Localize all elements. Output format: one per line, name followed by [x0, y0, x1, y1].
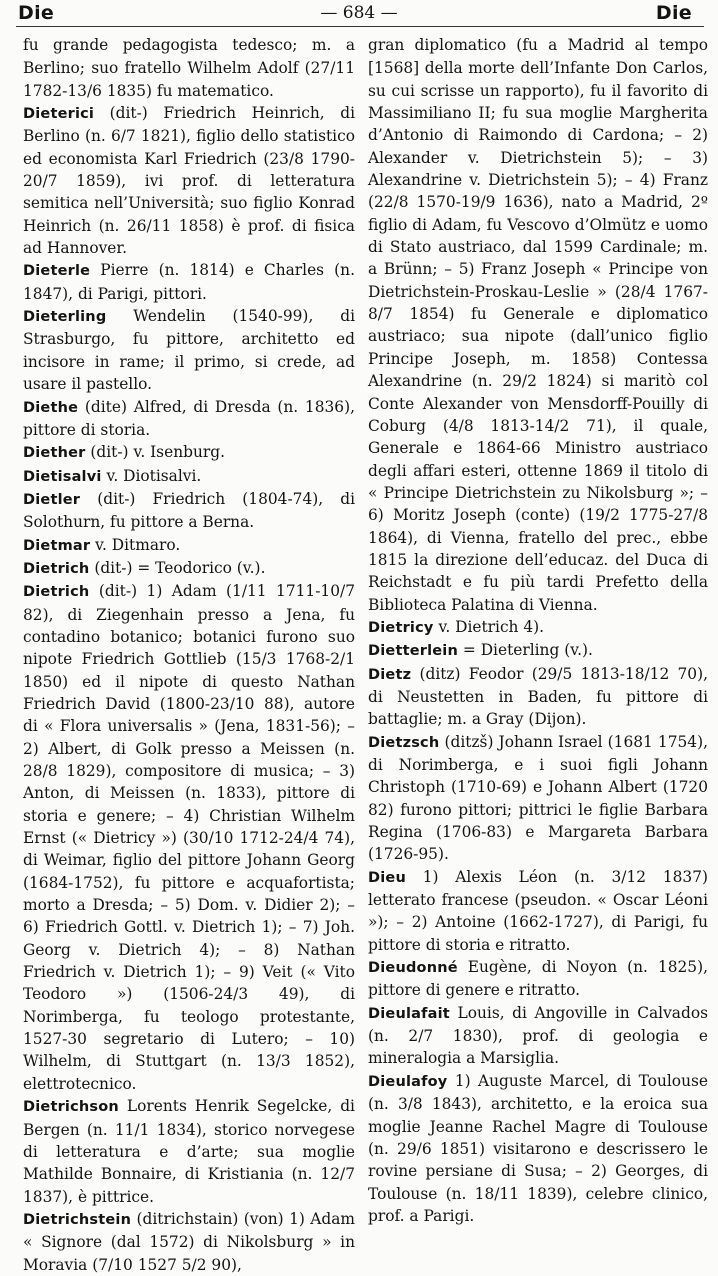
entry-headword: Dietmar — [23, 537, 91, 554]
entry-text: 1) Auguste Marcel, di Toulouse (n. 3/8 1843), architetto, e la eroica sua moglie Jeanne Rachel Magre di Toulouse (n. 29/6 1851) visitarono e descrissero le rovine persiane di Susa; – 2) Georges, di Toulouse (n. 18/11 1839), celebre clinico, prof. a Parigi. — [368, 1071, 708, 1225]
running-head-left: Die — [18, 2, 55, 24]
header-rule — [16, 26, 704, 27]
entry-headword: Dieterici — [23, 106, 95, 123]
entry-headword: Dietrich — [23, 560, 90, 577]
entry-text: (ditrichstain) (von) 1) Adam « Signore (dal 1572) di Nikolsburg » in Moravia (7/10 1527 5/2 90), — [23, 1209, 355, 1274]
entry — [368, 616, 708, 639]
entry-headword: Dietz — [368, 666, 412, 683]
entry-text: = Dieterling (v.). — [462, 641, 593, 660]
page-number: — 684 — — [320, 3, 398, 23]
entry-text: gran diplomatico (fu a Madrid al tempo [1568] della morte dell’Infante Don Carlos, su cui scrisse un rapporto), fu il favorito di Massimiliano II; fu sua moglie Margherita d’Antonio di Raimondo di Cardona; – 2) Alexander v. Dietrichstein 5); – 3) Alexandrine v. Dietrichstein 5); – 4) Franz (22/8 1570-19/9 1636), nato a Madrid, 2º figlio di Adam, fu Vescovo d’Olmütz e uomo di Stato austriaco, dal 1599 Cardinale; m. a Brünn; – 5) Franz Joseph « Principe von Dietrichstein-Proskau-Leslie » (28/4 1767-8/7 1854) fu Generale e diplomatico austriaco; sua nipote (dall’unico figlio Principe Joseph, m. 1858) Contessa Alexandrine (n. 29/2 1824) si maritò col Conte Alexander von Mensdorff-Pouilly di Coburg (4/8 1813-14/2 71), il quale, Generale e 1864-66 Ministro austriaco degli affari esteri, ottenne 1869 il titolo di « Principe Dietrichstein zu Nikolsburg »; – 6) Moritz Joseph (conte) (19/2 1775-27/8 1864), di Vienna, fratello del prec., ebbe 1815 la direzione dell’educaz. del Duca di Reichstadt e fu più tardi Prefetto della Biblioteca Palatina di Vienna. — [368, 36, 708, 614]
entry-text: (ditzš) Johann Israel (1681 1754), di Norimberga, e i suoi figli Johann Christoph (1710-69) e Johann Albert (1720 82) furono pittori; pittrici le figlie Barbara Regina (1706-83) e Margareta Barbara (1726-95). — [368, 732, 708, 864]
entry-headword: Dieu — [368, 869, 406, 886]
entry — [23, 1095, 355, 1208]
left-column — [23, 34, 355, 1276]
entry-headword: Dietrichson — [23, 1099, 119, 1116]
entry-text: (dit-) 1) Adam (1/11 1711-10/7 82), di Ziegenhain presso a Jena, fu contadino botanico; botanici furono suo nipote Friedrich Gottlieb (15/3 1768-2/1 1850) ed il nipote di questo Nathan Friedrich David (1800-23/10 88), autore di « Flora universalis » (Jena, 1831-56); – 2) Albert, di Golk presso a Meissen (n. 28/8 1829), compositore di musica; – 3) Anton, di Meissen (n. 1833), pittore di storia e genere; – 4) Christian Wilhelm Ernst (« Dietricy ») (30/10 1712-24/4 74), di Weimar, figlio del pittore Johann Georg (1684-1752), fu pittore e acquafortista; morto a Dresda; – 5) Dom. v. Didier 2); – 6) Friedrich Gottl. v. Dietrich 1); – 7) Joh. Georg v. Dietrich 4); – 8) Nathan Friedrich v. Dietrich 1); – 9) Veit (« Vito Teodoro ») (1506-24/3 49), di Norimberga, fu teologo protestante, 1527-30 segretario di Lutero; – 10) Wilhelm, di Stuttgart (n. 13/3 1852), elettrotecnico. — [23, 582, 355, 1093]
entry-text: Eugène, di Noyon (n. 1825), pittore di genere e ritratto. — [368, 958, 708, 1000]
entry — [368, 34, 708, 616]
entry — [368, 866, 708, 956]
entry-headword: Dieulafait — [368, 1005, 450, 1022]
entry-headword: Dietrichstein — [23, 1211, 132, 1228]
entry — [23, 465, 355, 488]
entry — [23, 259, 355, 305]
entry-text: fu grande pedagogista tedesco; m. a Berlino; suo fratello Wilhelm Adolf (27/11 1782-13/6 1835) fu matematico. — [23, 36, 355, 100]
entry — [23, 557, 355, 580]
entry-text: 1) Alexis Léon (n. 3/12 1837) letterato francese (pseudon. « Oscar Léoni »); – 2) Antoine (1662-1727), di Parigi, fu pittore di storia e ritratto. — [368, 867, 708, 954]
entry-headword: Diethe — [23, 399, 79, 416]
entry-text: Wendelin (1540-99), di Strasburgo, fu pittore, architetto ed incisore in rame; il primo, si crede, ad usare il pastello. — [23, 307, 355, 394]
entry-text: (dit-) v. Isenburg. — [90, 443, 225, 462]
entry — [23, 1208, 355, 1276]
entry — [23, 34, 355, 102]
entry-text: Pierre (n. 1814) e Charles (n. 1847), di Parigi, pittori. — [23, 261, 355, 303]
entry-text: (dit-) Friedrich (1804-74), di Solothurn, fu pittore a Berna. — [23, 489, 355, 532]
entry-text: Louis, di Angoville in Calvados (n. 2/7 1830), prof. di geologia e mineralogia a Marsiglia. — [368, 1003, 708, 1068]
entry — [23, 580, 355, 1095]
entry-text: (dit-) Friedrich Heinrich, di Berlino (n. 6/7 1821), figlio dello statistico ed economista Karl Friedrich (23/8 1790-20/7 1859), ivi prof. di letteratura semitica nell’Università; suo figlio Konrad Heinrich (n. 26/11 1858) è prof. di fisica ad Hannover. — [23, 104, 355, 258]
entry — [368, 1070, 708, 1227]
entry — [368, 639, 708, 662]
entry-text: v. Dietrich 4). — [438, 617, 545, 636]
entry — [368, 663, 708, 731]
entry — [23, 102, 355, 259]
entry — [368, 1002, 708, 1070]
entry — [23, 488, 355, 534]
entry-headword: Dietrich — [23, 584, 90, 601]
entry-headword: Dietzsch — [368, 734, 440, 751]
entry-text: (dit-) = Teodorico (v.). — [94, 558, 266, 577]
entry — [368, 956, 708, 1002]
page-header — [18, 2, 700, 24]
entry-text: (dite) Alfred, di Dresda (n. 1836), pittore di storia. — [23, 397, 355, 439]
entry-text: v. Ditmaro. — [95, 535, 181, 554]
entry-text: v. Diotisalvi. — [106, 466, 202, 485]
entry-headword: Diether — [23, 445, 86, 462]
entry-headword: Dietisalvi — [23, 468, 102, 485]
entry — [368, 731, 708, 866]
entry — [23, 305, 355, 395]
entry-text: (ditz) Feodor (29/5 1813-18/12 70), di Neustetten in Baden, fu pittore di battaglie; m. a Gray (Dijon). — [368, 664, 708, 729]
running-head-right: Die — [655, 2, 692, 24]
entry-headword: Dieudonné — [368, 960, 458, 977]
entry-headword: Dietricy — [368, 619, 434, 636]
entry-headword: Dieterle — [23, 263, 91, 280]
entry-headword: Dieterling — [23, 309, 107, 326]
entry — [23, 534, 355, 557]
entry — [23, 396, 355, 442]
entry-headword: Dietterlein — [368, 643, 458, 660]
entry-headword: Dietler — [23, 491, 81, 508]
entry-headword: Dieulafoy — [368, 1073, 448, 1090]
entry — [23, 441, 355, 464]
entry-text: Lorents Henrik Segelcke, di Bergen (n. 11/1 1834), storico norvegese di letteratura e d’arte; sua moglie Mathilde Bonnaire, di Kristiania (n. 12/7 1837), è pittrice. — [23, 1097, 355, 1206]
right-column — [368, 34, 708, 1227]
